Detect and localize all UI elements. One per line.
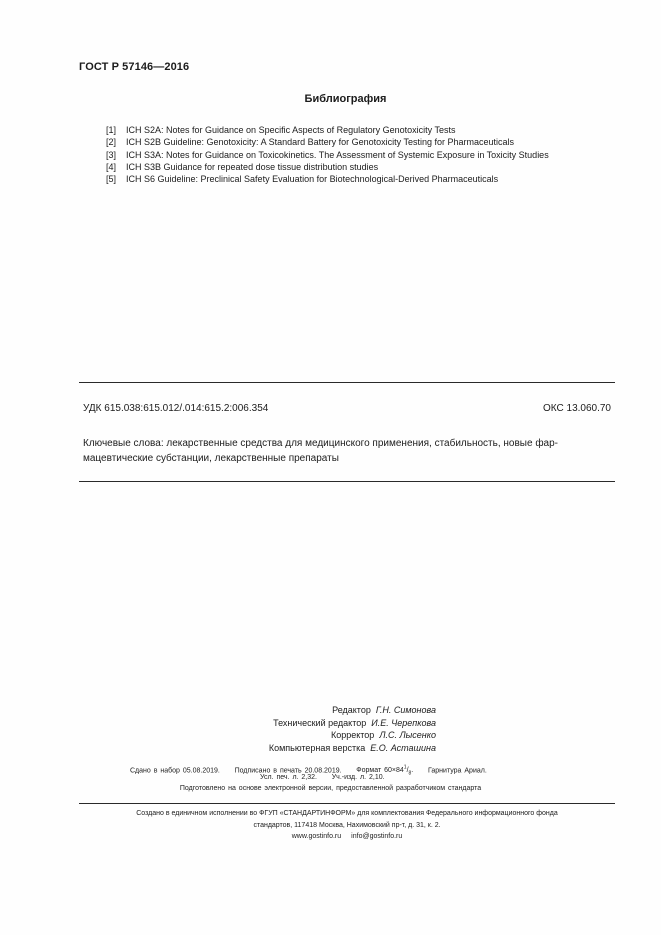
divider-top (79, 382, 615, 383)
print-sheets: Усл. печ. л. 2,32. (260, 774, 317, 781)
typeset-date: Сдано в набор 05.08.2019. (130, 767, 220, 775)
credit-role: Компьютерная верстка (268, 742, 366, 753)
credit-name: И.Е. Черепкова (371, 717, 436, 728)
divider-middle (79, 481, 615, 482)
credit-line (200, 729, 436, 742)
prepared-note: Подготовлено на основе электронной версии, предоставленной разработчиком стандарта (179, 785, 482, 792)
ref-text: ICH S3A: Notes for Guidance on Toxicokinetics. The Assessment of Systemic Exposure in Toxicity Studies (126, 149, 549, 160)
ref-number: [2] (106, 137, 117, 148)
udk-code: УДК 615.038:615.012/.014:615.2:006.354 (83, 403, 269, 414)
ref-number: [1] (106, 125, 117, 135)
credit-name: Е.О. Асташина (370, 742, 436, 753)
footer-line-1: Создано в единичном исполнении во ФГУП «СТАНДАРТИНФОРМ» для комплектования Федерального информационного фонда (136, 810, 558, 817)
ref-text: ICH S2B Guideline: Genotoxicity: A Standard Battery for Genotoxicity Testing for Pharmaceuticals (126, 137, 515, 148)
credit-role: Технический редактор (273, 717, 367, 728)
bibliography-title: Библиография (304, 93, 387, 105)
sheets-info-line (260, 774, 385, 781)
credit-line (200, 717, 436, 730)
credits-block (200, 704, 436, 754)
publisher-footer (79, 808, 615, 843)
ref-text: ICH S2A: Notes for Guidance on Specific Aspects of Regulatory Genotoxicity Tests (126, 125, 456, 135)
paper-format: Формат $60\times 84^1/_8$. (356, 765, 414, 777)
signed-date: Подписано в печать 20.08.2019. (234, 767, 342, 775)
website-link[interactable]: www.gostinfo.ru (291, 833, 342, 840)
ref-text: ICH S6 Guideline: Preclinical Safety Evaluation for Biotechnological-Derived Pharmaceuticals (126, 174, 499, 185)
bibliography-item (106, 124, 549, 136)
credit-name: Г.Н. Симонова (375, 705, 436, 715)
footer-contacts (79, 831, 615, 843)
ref-number: [4] (106, 161, 117, 172)
credit-line (200, 704, 436, 717)
credit-name: Л.С. Лысенко (379, 730, 436, 741)
bibliography-item (106, 173, 549, 185)
typeface: Гарнитура Ариал. (427, 767, 487, 775)
ref-text: ICH S3B Guidance for repeated dose tissue distribution studies (126, 161, 379, 172)
credit-role: Редактор (332, 705, 371, 715)
standard-number: ГОСТ Р 57146—2016 (79, 61, 190, 73)
ref-number: [5] (106, 174, 117, 185)
email-link[interactable]: info@gostinfo.ru (351, 833, 403, 840)
credit-line (200, 742, 436, 755)
credit-role: Корректор (330, 730, 375, 741)
bibliography-item (106, 136, 549, 148)
footer-line-2: стандартов, 117418 Москва, Нахимовский пр-т, д. 31, к. 2. (253, 821, 441, 829)
bibliography-item (106, 161, 549, 173)
oks-code: ОКС 13.060.70 (543, 403, 611, 414)
pub-sheets: Уч.-изд. л. 2,10. (331, 774, 385, 781)
keywords: Ключевые слова: лекарственные средства для медицинского применения, стабильность, новые фар-мацевтические субстанции, лекарственные препараты (83, 438, 559, 464)
bibliography-item (106, 149, 549, 161)
ref-number: [3] (106, 149, 117, 160)
bibliography-list (106, 124, 549, 185)
divider-bottom (79, 803, 615, 804)
